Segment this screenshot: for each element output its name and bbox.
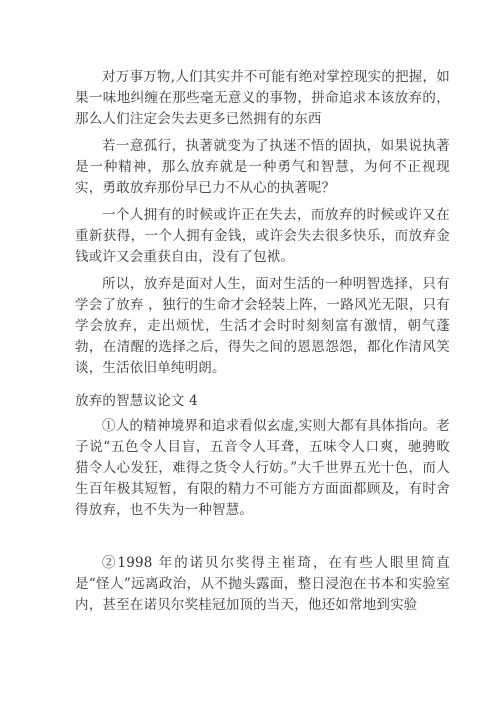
paragraph-nobel-laureate: ②1998 年的诺贝尔奖得主崔琦，在有些人眼里简直是“怪人”远离政治，从不抛头露面，整日浸泡在书本和实验室内，甚至在诺贝尔奖桂冠加顶的当天，他还如常地到实验 — [75, 555, 450, 613]
paragraph-spiritual-pursuit: ①人的精神境界和追求看似玄虚,实则大都有具体指向。老子说“五色令人目盲，五音令人耳聋，五味令人口爽，驰骋畋猎令人心发狂，难得之货令人行妨。”大千世界五光十色，而人生百年极其短暂，有限的精力不可能方方面面都顾及，有时舍得放弃，也不失为一种智慧。 — [75, 418, 450, 518]
paragraph-gain-and-loss: 一个人拥有的时候或许正在失去，而放弃的时候或许又在重新获得，一个人拥有金钱，或许会失去很多快乐，而放弃金钱或许又会重获自由，没有了包袱。 — [75, 207, 450, 265]
paragraph-stubbornness: 若一意孤行，执著就变为了执迷不悟的固执，如果说执著是一种精神，那么放弃就是一种勇气和智慧，为何不正视现实，勇敢放弃那份早已力不从心的执著呢？ — [75, 138, 450, 196]
paragraph-control-reality: 对万事万物,人们其实并不可能有绝对掌控现实的把握，如果一味地纠缠在那些毫无意义的事物，拼命追求本该放弃的，那么人们注定会失去更多已然拥有的东西 — [75, 69, 450, 127]
paragraph-wise-choice: 所以，放弃是面对人生，面对生活的一种明智选择，只有学会了放弃 ，独行的生命才会轻装上阵，一路风光无限，只有学会放弃，走出烦忧，生活才会时时刻刻富有激情，朝气蓬勃，在清醒的选择之后，得失之间的恩恩怨怨，都化作清风笑谈，生活依旧单纯明朗。 — [75, 276, 450, 376]
section-title: 放弃的智慧议论文 4 — [75, 393, 198, 409]
